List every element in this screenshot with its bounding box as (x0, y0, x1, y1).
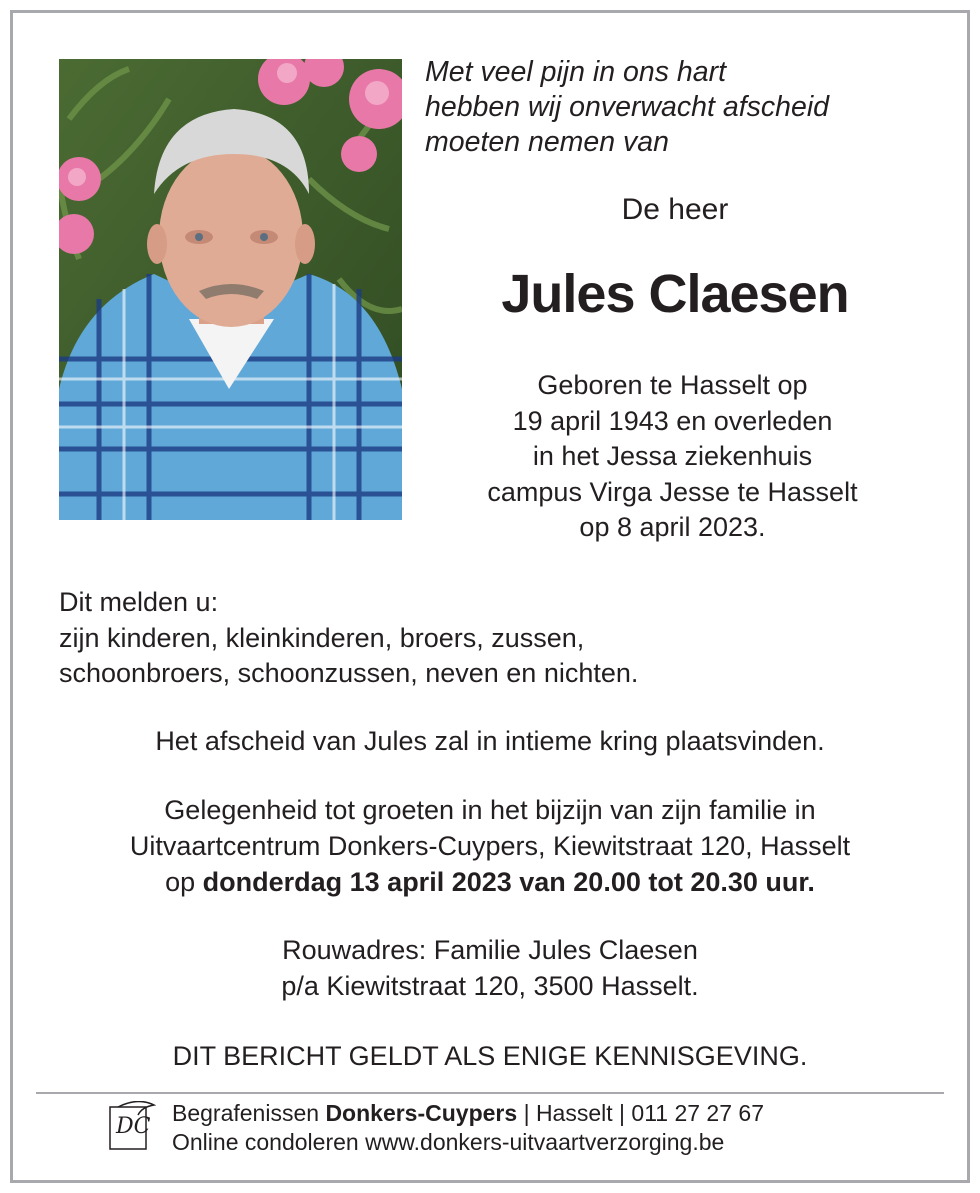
address-line: Rouwadres: Familie Jules Claesen (282, 935, 698, 965)
announce-line: Dit melden u: (59, 587, 219, 617)
farewell-line: Het afscheid van Jules zal in intieme kring plaatsvinden. (155, 726, 825, 756)
detail-line: in het Jessa ziekenhuis (532, 441, 813, 471)
logo-letter-d: DC (116, 1114, 151, 1139)
visit-line: Gelegenheid tot groeten in het bijzijn van zijn familie in (164, 795, 816, 825)
mourning-address (20, 932, 960, 1004)
company-name: Donkers-Cuypers (325, 1100, 518, 1126)
company-phone[interactable]: 011 27 27 67 (631, 1100, 764, 1126)
deceased-name: Jules Claesen (501, 264, 849, 324)
online-label: Online condoleren (172, 1129, 359, 1155)
intro-line: moeten nemen van (425, 126, 669, 158)
visit-line (20, 864, 960, 900)
intro-line: Met veel pijn in ons hart (425, 56, 726, 88)
birth-death-details (420, 368, 925, 546)
announce-line: zijn kinderen, kleinkinderen, broers, zussen, (59, 622, 585, 653)
visit-prefix: op (165, 867, 196, 897)
detail-line: 19 april 1943 en overleden (512, 405, 833, 436)
visitation-details (20, 792, 960, 900)
closing-line: DIT BERICHT GELDT ALS ENIGE KENNISGEVING. (172, 1041, 808, 1071)
family-announcement (59, 585, 939, 692)
intro-text (425, 55, 945, 160)
visit-line: Uitvaartcentrum Donkers-Cuypers, Kiewitstraat 120, Hasselt (129, 831, 851, 861)
honorific: De heer (621, 193, 729, 226)
company-prefix: Begrafenissen (172, 1100, 320, 1126)
announce-line: schoonbroers, schoonzussen, neven en nichten. (59, 658, 639, 688)
detail-line: campus Virga Jesse te Hasselt (487, 476, 858, 507)
separator: | (523, 1100, 530, 1126)
portrait-photo (59, 59, 402, 520)
website-link[interactable]: www.donkers-uitvaartverzorging.be (365, 1129, 725, 1155)
funeral-home-footer (172, 1099, 932, 1157)
address-line: p/a Kiewitstraat 120, 3500 Hasselt. (281, 971, 699, 1001)
visit-datetime: donderdag 13 april 2023 van 20.00 tot 20.30 uur. (202, 867, 815, 897)
footer-divider (36, 1092, 944, 1094)
intro-line: hebben wij onverwacht afscheid (425, 91, 829, 123)
detail-line: op 8 april 2023. (579, 512, 766, 542)
separator: | (619, 1100, 626, 1126)
farewell-text (20, 723, 960, 759)
company-city: Hasselt (535, 1100, 613, 1126)
footer-line-1 (172, 1099, 932, 1128)
footer-line-2 (172, 1128, 932, 1157)
closing-statement (20, 1038, 960, 1074)
funeral-home-logo (108, 1101, 156, 1153)
detail-line: Geboren te Hasselt op (537, 370, 808, 400)
